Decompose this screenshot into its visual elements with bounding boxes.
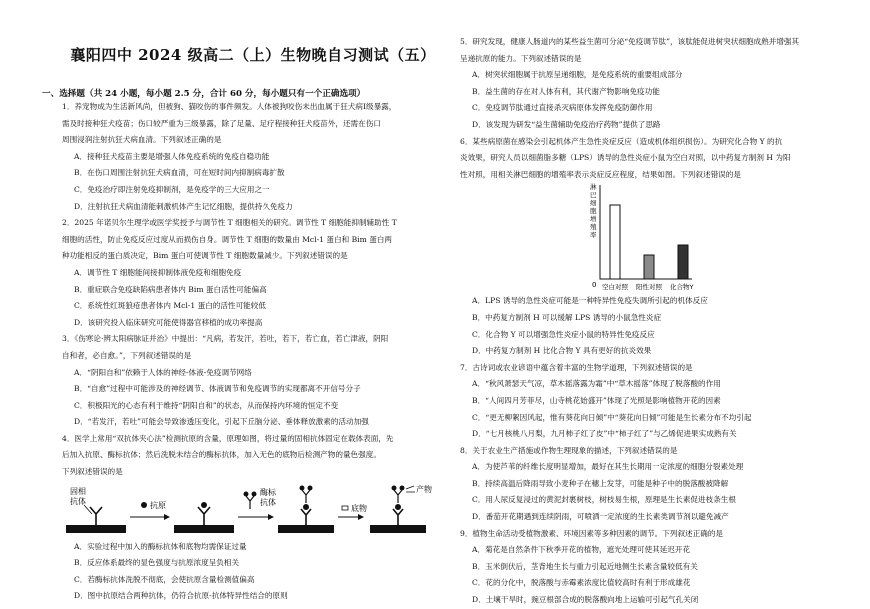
question-9-option-a: A．菊花是自然条件下秋季开花的植物，遮光处理可使其延迟开花 [472, 545, 691, 555]
y-axis-label [590, 183, 599, 239]
question-7-stem-line-1: 7．古诗词或农业谚语中蕴含着丰富的生物学道理，下列叙述错误的是 [460, 362, 693, 372]
question-2-option-d: D．该研究投入临床研究可能使得器官移植的成功率提高 [74, 317, 263, 327]
question-9-option-c: C．花的分化中，脱落酸与赤霉素浓度比值较高时有利于形成雄花 [472, 578, 691, 588]
y-label-char-1: 淋 [590, 183, 597, 192]
pointer-line-1 [84, 505, 92, 514]
question-4-stem-line-1: 4．医学上常用“双抗体夹心法”检测抗原的含量，原理如图，将过量的固相抗体固定在载体表面，先 [62, 433, 394, 443]
question-4-stem-line-3: 下列叙述错误的是 [62, 467, 123, 477]
enzyme-dot-b [252, 491, 257, 496]
question-3-option-b: B．“自愈”过程中可能涉及的神经调节、体液调节和免疫调节的实现都离不开信号分子 [74, 384, 361, 394]
final-enzyme-antibody-icon [394, 490, 402, 503]
label-product: 产物 [416, 484, 432, 494]
right-column [460, 0, 860, 605]
label-substrate: 底物 [351, 503, 367, 513]
solid-antibody-2-icon [198, 507, 210, 525]
y-label-char-4: 胞 [590, 207, 597, 216]
question-1-stem-line-3: 周围浸润注射抗狂犬病血清。下列叙述正确的是 [62, 135, 222, 145]
category-positive-control: 阳性对照 [636, 283, 662, 292]
carrier-plate-2 [174, 525, 234, 533]
question-1-option-d: D．注射抗狂犬病血清能刺激机体产生记忆细胞，提供持久免疫力 [74, 201, 293, 211]
question-7-option-a: A．“秋风萧瑟天气凉，草木摇落露为霜”中“草木摇落”体现了脱落酸的作用 [472, 379, 721, 389]
label-solid-antibody-1 [70, 486, 86, 496]
question-7-option-d: D．“七月核桃八月梨，九月柿子红了皮”中“柿子红了”与乙烯促进果实成熟有关 [472, 429, 737, 439]
question-1-option-a: A．接种狂犬疫苗主要是增强人体免疫系统的免疫自稳功能 [74, 151, 270, 161]
question-6-option-d: D．中药复方制剂 H 比化合物 Y 具有更好的抗炎效果 [472, 346, 652, 356]
y-label-char-5: 增 [590, 215, 597, 224]
label-enzyme-antibody-2: 抗体 [260, 497, 276, 507]
bar-positive-control [644, 255, 654, 279]
category-compound-y: 化合物Y [670, 283, 694, 292]
chart-origin: 0 [592, 281, 597, 290]
question-6-option-b: B．中药复方制剂 H 可以缓解 LPS 诱导的小鼠急性炎症 [472, 312, 662, 322]
question-1-option-b: B．在伤口周围注射抗狂犬病血清，可在短时间内抑制病毒扩散 [74, 168, 285, 178]
final-enzyme-dot-b [400, 485, 405, 490]
section-heading: 一、选择题（共 24 小题，每小题 2.5 分，合计 60 分，每小题只有一个正确选项） [42, 89, 366, 99]
carrier-plate-1 [66, 525, 126, 533]
question-5-option-c: C．免疫调节肽通过直接杀灭病原体发挥免疫防御作用 [472, 103, 653, 113]
bar-chart-svg [460, 183, 860, 293]
question-2-option-b: B．重症联合免疫缺陷病患者体内 Bim 蛋白活性可能偏高 [74, 284, 267, 294]
question-5-stem-line-2: 呈递抗原的能力。下列叙述错误的是 [460, 53, 582, 63]
bound-enzyme-antibody-icon [302, 490, 310, 503]
label-antigen: 抗原 [150, 500, 166, 510]
question-7-option-b: B．“人间四月芳菲尽，山寺桃花始盛开”体现了光照是影响植物开花的因素 [472, 395, 721, 405]
question-3-stem-line-2: 自和者，必自愈。”，下列叙述错误的是 [62, 350, 192, 360]
arrow-enzyme-antibody-head [268, 514, 274, 520]
question-3-stem-line-1: 3．《伤寒论·辨太阳病脉证并治》中提出：“凡病，若发汗，若吐，若下，若亡血，若亡津液，阴阳 [62, 334, 389, 344]
sandwich-elisa-diagram [62, 481, 444, 539]
proliferation-bar-chart [460, 183, 860, 293]
question-4-option-b: B．反应体系最终的显色强度与抗原浓度呈负相关 [74, 558, 240, 568]
arrow-antigen-head [164, 514, 170, 520]
bound-antigen-2-icon [201, 502, 207, 508]
question-3-option-a: A．“阴阳自和”依赖于人体的神经-体液-免疫调节网络 [74, 367, 252, 377]
left-column [42, 0, 444, 602]
question-5-option-d: D．该发现为研发“益生菌辅助免疫治疗药物”提供了思路 [472, 119, 661, 129]
question-1-stem-line-1: 1．养宠物成为生活新风尚，但被狗、猫咬伤的事件频发。人体被狗咬伤未出血属于狂犬病Ⅰ级暴露， [62, 102, 397, 111]
question-1-option-c: C．免疫治疗即注射免疫抑制剂，是免疫学的三大应用之一 [74, 184, 270, 194]
question-9-option-d: D．土壤干旱时，豌豆根部合成的脱落酸向地上运输可引起气孔关闭 [472, 595, 699, 605]
y-label-char-3: 细 [590, 199, 597, 208]
question-6-option-c: C．化合物 Y 可以增强急性炎症小鼠的特异性免疫反应 [472, 329, 655, 339]
question-3-option-c: C．积极阳光的心态有利于维持“阴阳自和”的状态，从而保持内环境的恒定不变 [74, 400, 339, 410]
question-5-option-a: A．树突状细胞属于抗原呈递细胞，是免疫系统的重要组成部分 [472, 70, 683, 80]
question-8-option-d: D．番茄开花期遇到连续阴雨，可喷洒一定浓度的生长素类调节剂以避免减产 [472, 512, 729, 522]
question-9-option-b: B．玉米倒伏后，茎背地生长与重力引起近地侧生长素含量较低有关 [472, 561, 698, 571]
question-2-stem-line-3: 种功能相反的蛋白质决定，Bim 蛋白可使调节性 T 细胞数量减少。下列叙述错误的是 [62, 251, 348, 261]
bar-compound-y [678, 245, 688, 279]
enzyme-antibody-icon [246, 496, 254, 509]
solid-antibody-3-icon [301, 509, 311, 525]
question-2-option-a: A．调节性 T 细胞能间接抑制体液免疫和细胞免疫 [74, 267, 242, 277]
question-8-option-b: B．持续高温后降雨导致小麦种子在穗上发芽，可能是种子中的脱落酸被降解 [472, 478, 729, 488]
right-question-flow [460, 34, 860, 609]
question-9-stem-line-1: 9．植物生命活动受植物激素、环境因素等多种因素的调节。下列叙述正确的是 [460, 528, 724, 538]
exam-title: 襄阳四中 2024 级高二（上）生物晚自习测试（五） [70, 46, 436, 64]
question-1-stem-line-2: 需及时接种狂犬疫苗；伤口较严重为三级暴露，除了足量、足疗程接种狂犬疫苗外，还需在伤口 [62, 118, 381, 128]
question-6-stem-line-3: 性对照，用相关淋巴细胞的增殖率表示炎症反应程度，结果如图。下列叙述错误的是 [460, 169, 741, 179]
question-4-option-a: A．实验过程中加入的酶标抗体和底物均需保证过量 [74, 541, 247, 551]
question-8-option-a: A．为使芦苇的纤维长度明显增加，最好在其生长期用一定浓度的细胞分裂素处理 [472, 462, 744, 472]
question-2-option-c: C．系统性红斑狼疮患者体内 Mcl-1 蛋白的活性可能较低 [74, 301, 266, 311]
question-3-option-d: D．“若发汗，若吐”可能会导致渗透压变化，引起下丘脑分泌、垂体释放激素的活动加强 [74, 417, 369, 427]
bound-antigen-3-icon [303, 504, 309, 510]
substrate-icon [342, 506, 348, 510]
question-4-option-c: C．若酶标抗体洗脱不彻底，会使抗原含量检测值偏高 [74, 574, 255, 584]
elisa-svg [62, 481, 444, 539]
category-blank-control: 空白对照 [602, 283, 628, 292]
y-label-char-6: 殖 [590, 223, 597, 232]
product-ray-icon [406, 486, 415, 492]
question-7-option-c: C．“更无柳絮因风起，惟有葵花向日倾”中“葵花向日倾”可能是生长素分布不均引起 [472, 412, 752, 422]
label-solid-antibody-2: 抗体 [70, 496, 86, 506]
bound-antigen-4-icon [395, 504, 401, 510]
question-8-option-c: C．用人尿反复浸过的黄泥封裹树枝，树枝易生根，原理是生长素促进枝条生根 [472, 495, 736, 505]
question-2-stem-line-1: 2．2025 年诺贝尔生理学或医学奖授予与调节性 T 细胞相关的研究。调节性 T 细胞能抑制辅助性 T [62, 218, 397, 228]
bound-enzyme-dot-a [300, 485, 305, 490]
solid-antibody-4-icon [393, 509, 403, 525]
antigen-icon [141, 502, 147, 508]
question-6-stem-line-1: 6．某些病原菌在感染会引起机体产生急性炎症反应（造成机体组织损伤）。为研究化合物 Y 的抗 [460, 136, 783, 146]
question-5-stem-line-1: 5．研究发现，健康人肠道内的某些益生菌可分泌“免疫调节肽”，该肽能促进树突状细胞成熟并增强其 [460, 37, 800, 46]
carrier-plate-4 [370, 525, 426, 533]
question-8-stem-line-1: 8．关于农业生产措施或作物生理现象的描述，下列叙述错误的是 [460, 445, 678, 455]
question-5-option-b: B．益生菌的存在对人体有利，其代谢产物影响免疫功能 [472, 86, 660, 96]
final-enzyme-dot-a [392, 485, 397, 490]
bound-enzyme-dot-b [308, 485, 313, 490]
question-2-stem-line-2: 细胞的活性，防止免疫反应过度从而损伤自身。调节性 T 细胞的数量由 Mcl-1 蛋白和 Bim 蛋白两 [62, 234, 392, 244]
label-enzyme-antibody-1: 酶标 [260, 487, 276, 497]
question-4-option-d: D．图中抗原结合两种抗体，仍符合抗原-抗体特异性结合的原则 [74, 591, 288, 601]
question-6-option-a: A．LPS 诱导的急性炎症可能是一种特异性免疫失调所引起的机体反应 [472, 296, 708, 306]
bar-blank-control [610, 205, 620, 279]
left-question-flow [62, 99, 444, 605]
question-4-stem-line-2: 后加入抗原、酶标抗体；然后洗脱未结合的酶标抗体，加入无色的底物后检测产物的量色强度。 [62, 450, 381, 460]
y-label-char-2: 巴 [590, 191, 597, 200]
y-label-char-7: 率 [590, 231, 597, 240]
solid-antibody-1-icon [90, 507, 102, 525]
enzyme-dot-a [244, 491, 249, 496]
arrow-substrate-head [358, 514, 364, 520]
question-6-stem-line-2: 炎效果，研究人员以细菌脂多糖（LPS）诱导的急性炎症小鼠为空白对照，以中药复方制剂 H 为阳 [460, 153, 791, 163]
carrier-plate-3 [278, 525, 334, 533]
label-solid-antibody-part1: 固相 [70, 486, 86, 496]
